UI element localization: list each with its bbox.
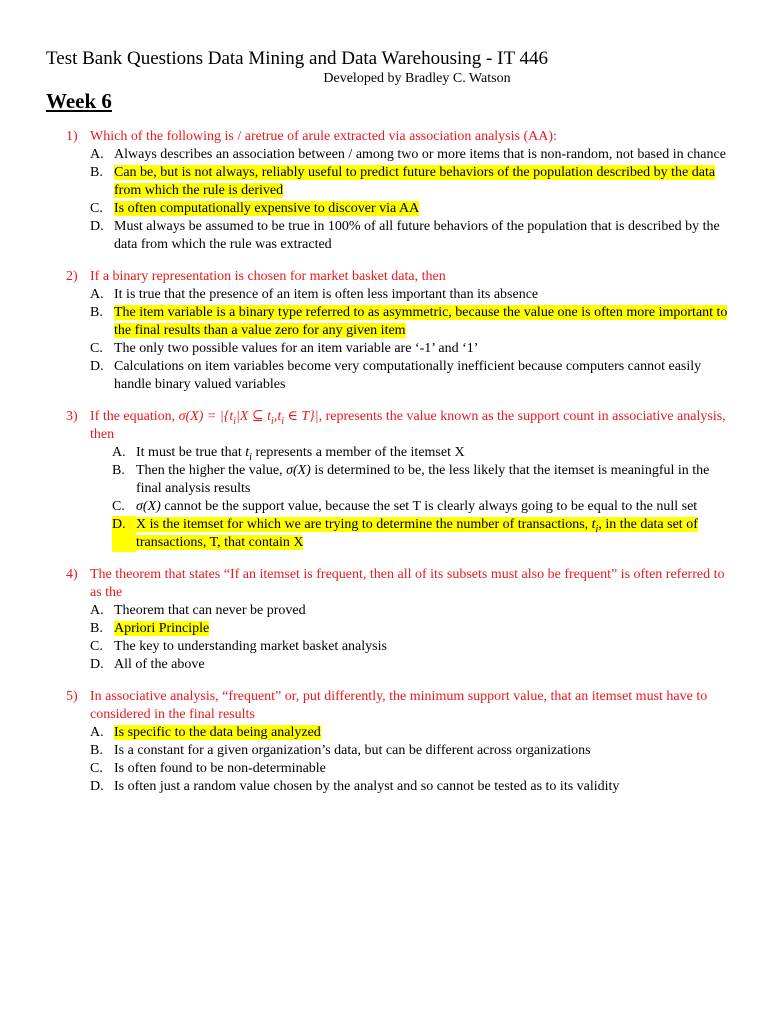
option-a: A. It must be true that $t_i$ represents a member of the itemset X (112, 445, 465, 463)
highlighted-answer: Is specific to the data being analyzed (114, 725, 321, 740)
question-stem (46, 688, 728, 724)
highlighted-answer: X is the itemset for which we are trying to determine the number of transactions, $t_i$, in the data set of transactions, T, that contain X (136, 517, 698, 550)
question-text: If the equation, $\sigma(X) = |\{t_i|X$ ⊆ $t_i,t_i$ ∈ T}|, represents the value known as the support count in associative analysis, then (90, 409, 726, 442)
question-number: 1) (66, 129, 78, 144)
option-b: B. Can be, but is not always, reliably useful to predict future behaviors of the population described by the data from which the rule is derived (90, 165, 716, 198)
question-stem (46, 408, 728, 444)
highlighted-answer: The item variable is a binary type referred to as asymmetric, because the value one is often more important to the final results than a value zero for any given item (114, 305, 728, 338)
question-2 (46, 268, 728, 394)
option-list (46, 724, 728, 796)
option-b: B. Apriori Principle (90, 621, 210, 636)
question-stem (46, 566, 728, 602)
question-number: 2) (66, 269, 78, 284)
option-d: D. Must always be assumed to be true in 100% of all future behaviors of the population that is described by the data from which the rule was extracted (90, 219, 720, 252)
option-d: D. Is often just a random value chosen by the analyst and so cannot be tested as to its validity (90, 779, 620, 794)
question-stem (46, 128, 728, 146)
week-heading: Week 6 (46, 89, 112, 113)
highlighted-answer: Is often computationally expensive to discover via AA (114, 201, 420, 216)
option-c: C. Is often computationally expensive to discover via AA (90, 201, 420, 216)
option-b: B. Is a constant for a given organization’s data, but can be different across organizations (90, 743, 591, 758)
support-count-formula: $\sigma(X) = |\{t_i|X$ ⊆ $t_i,t_i$ ∈ T}| (178, 409, 319, 427)
option-list (46, 444, 728, 552)
option-c: C. The only two possible values for an item variable are ‘-1’ and ‘1’ (90, 341, 479, 356)
question-4 (46, 566, 728, 674)
option-a: A. Is specific to the data being analyzed (90, 725, 321, 740)
option-d: D. All of the above (90, 657, 205, 672)
option-a: A. Theorem that can never be proved (90, 603, 306, 618)
question-text: The theorem that states “If an itemset is frequent, then all of its subsets must also be frequent” is often referred to as the (90, 567, 725, 600)
option-a: A. It is true that the presence of an item is often less important than its absence (90, 287, 539, 302)
question-text: In associative analysis, “frequent” or, put differently, the minimum support value, that an itemset must have to considered in the final results (90, 689, 708, 722)
question-5 (46, 688, 728, 796)
question-number: 3) (66, 409, 78, 424)
highlighted-answer: Can be, but is not always, reliably useful to predict future behaviors of the population described by the data from which the rule is derived (114, 165, 716, 198)
option-a: A. Always describes an association between / among two or more items that is non-random, not based in chance (90, 147, 726, 162)
question-number: 4) (66, 567, 78, 582)
question-text: Which of the following is / aretrue of arule extracted via association analysis (AA): (90, 129, 557, 144)
option-list (46, 146, 728, 254)
option-d: D. Calculations on item variables become very computationally inefficient because computers cannot easily handle binary valued variables (90, 359, 702, 392)
option-b: B. Then the higher the value, σ(X) is determined to be, the less likely that the itemset is meaningful in the final analysis results (112, 463, 710, 496)
option-d: D. X is the itemset for which we are trying to determine the number of transactions, $t_i$, in the data set of transactions, T, that contain X (112, 517, 698, 550)
author-line: Developed by Bradley C. Watson (323, 71, 511, 86)
option-list (46, 286, 728, 394)
option-c: C. Is often found to be non-determinable (90, 761, 326, 776)
question-number: 5) (66, 689, 78, 704)
option-b: B. The item variable is a binary type referred to as asymmetric, because the value one is often more important to the final results than a value zero for any given item (90, 305, 728, 338)
option-list (46, 602, 728, 674)
question-stem (46, 268, 728, 286)
question-text: If a binary representation is chosen for market basket data, then (90, 269, 446, 284)
question-3 (46, 408, 728, 552)
document-title: Test Bank Questions Data Mining and Data Warehousing - IT 446 (46, 48, 548, 69)
option-c: C. σ(X) cannot be the support value, because the set T is clearly always going to be equal to the null set (112, 499, 698, 514)
option-c: C. The key to understanding market basket analysis (90, 639, 387, 654)
question-1 (46, 128, 728, 254)
highlighted-answer: Apriori Principle (114, 621, 210, 636)
